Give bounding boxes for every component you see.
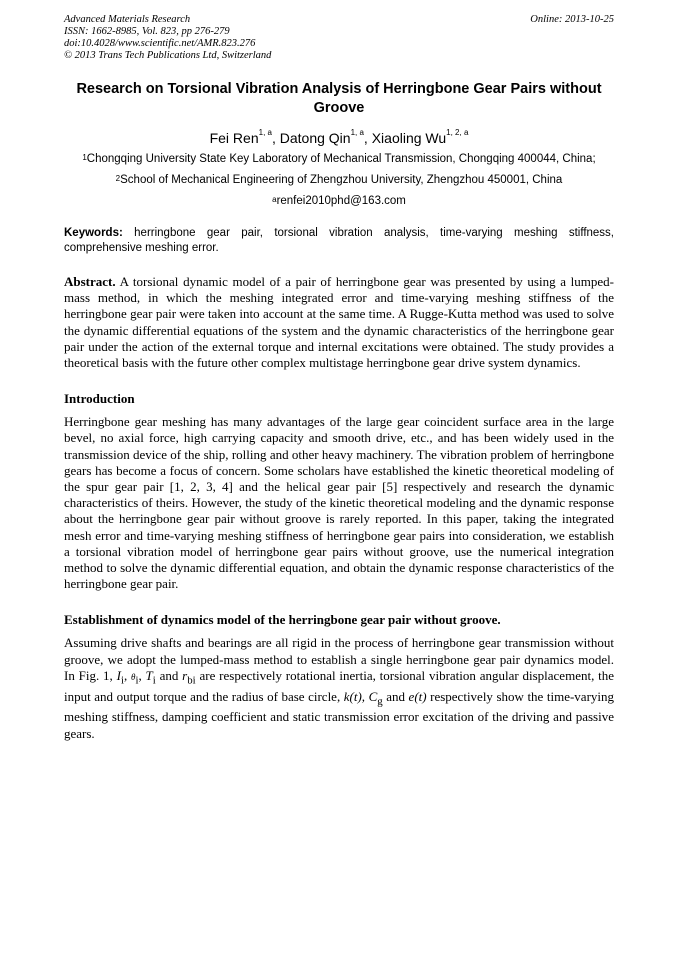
var-error: e(t) <box>408 688 427 704</box>
affiliation-text: Chongqing University State Key Laboratory of Mechanical Transmission, Chongqing 400044, China; <box>86 153 596 165</box>
var-subscript: i <box>152 674 156 687</box>
doi-line: doi:10.4028/www.scientific.net/AMR.823.276 <box>64 38 256 49</box>
abstract-text: A torsional dynamic model of a pair of herringbone gear was presented by using a lumped-mass method, in which the meshing integrated error and time-varying meshing stiffness of the herringbone gear pair were taken into account at the same time. A Rugge-Kutta method was used to solve the dynamic differential equations of the system and the dynamic characteristics of the herringbone gear pair under the action of the external torque and internal excitations were obtained. The study provides a theoretical basis with the future other complex multistage herringbone gear drive system dynamics. <box>64 274 614 371</box>
var-subscript: g <box>377 695 383 708</box>
journal-name: Advanced Materials Research <box>64 14 191 25</box>
keywords-label: Keywords: <box>64 227 123 239</box>
separator: and <box>155 667 183 683</box>
journal-header <box>64 14 614 62</box>
email-sup: a <box>272 195 277 204</box>
affiliation-text: School of Mechanical Engineering of Zhengzhou University, Zhengzhou 450001, China <box>120 174 563 186</box>
keywords-text: herringbone gear pair, torsional vibration analysis, time-varying meshing stiffness, comprehensive meshing error. <box>64 227 614 254</box>
abstract-label: Abstract. <box>64 274 116 289</box>
author-name: Datong Qin <box>279 130 351 146</box>
section-heading-introduction: Introduction <box>64 391 135 407</box>
separator: and <box>382 688 409 704</box>
establishment-paragraph <box>64 635 614 741</box>
online-date: Online: 2013-10-25 <box>530 14 614 25</box>
author-sup: 1, a <box>350 128 364 137</box>
separator: , <box>123 667 132 683</box>
affiliation <box>64 152 614 167</box>
paper-title: Research on Torsional Vibration Analysis of Herringbone Gear Pairs without Groove <box>76 81 602 116</box>
var-subscript: i <box>120 674 124 687</box>
section-heading-establishment: Establishment of dynamics model of the herringbone gear pair without groove. <box>64 612 501 628</box>
keywords <box>64 226 614 256</box>
var-torque: T <box>145 667 153 683</box>
abstract <box>64 274 614 371</box>
author-sup: 1, 2, a <box>446 128 469 137</box>
separator: , <box>138 667 146 683</box>
author-name: Fei Ren <box>209 130 259 146</box>
affiliation <box>64 173 614 188</box>
var-stiffness: k(t), <box>343 688 366 704</box>
var-theta: θ <box>131 671 136 682</box>
var-subscript: bi <box>187 674 196 687</box>
paragraph-text: are respectively rotational inertia, torsional vibration angular displacement, the input and output torque and the radius of base circle, <box>64 667 615 704</box>
paragraph-text: respectively show the time-varying meshing stiffness, damping coefficient and static transmission error excitation of the driving and passive gears. <box>64 688 615 741</box>
author-list: Fei Ren$^{1, a}$, Datong Qin$^{1, a}$, Xiaoling Wu$^{1, 2, a}$ <box>209 128 469 146</box>
paragraph-text: Assuming drive shafts and bearings are all rigid in the process of herringbone gear transmission without groove, we adopt the lumped-mass method to establish a single herringbone gear pair dynamics model. In Fig. 1, <box>64 635 614 683</box>
var-radius: r <box>182 667 188 683</box>
affiliation-sup: 1 <box>82 153 87 162</box>
var-subscript: i <box>135 674 139 687</box>
author-sup: 1, a <box>258 128 272 137</box>
var-damping: C <box>368 688 378 704</box>
var-inertia: I <box>116 667 121 683</box>
copyright-line: © 2013 Trans Tech Publications Ltd, Switzerland <box>64 50 272 61</box>
author-email <box>64 194 614 209</box>
paper-page <box>64 14 614 742</box>
issn-line: ISSN: 1662-8985, Vol. 823, pp 276-279 <box>64 26 230 37</box>
author-name: Xiaoling Wu <box>371 130 447 146</box>
email-text: renfei2010phd@163.com <box>276 195 406 207</box>
affiliation-sup: 2 <box>115 174 121 183</box>
introduction-paragraph: Herringbone gear meshing has many advantages of the large gear coincident surface area in the large bevel, no axial force, high carrying capacity and smooth drive, etc., and has been widely used in the transmission device of the ship, rolling and other heavy machinery. The vibration problem of herringbone gears has become a focus of concern. Some scholars have established the kinetic theoretical modeling of the spur gear pair [1, 2, 3, 4] and the helical gear pair [5] respectively and research the dynamic characteristics of theirs. However, the study of the kinetic theoretical modeling and the dynamic response about the herringbone gear pair without groove is rarely reported. In this paper, taking the integrated mesh error and time-varying meshing stiffness of herringbone gear pairs into consideration, we establish a torsional vibration model of herringbone gear pairs without groove, use the numerical integration method to solve the dynamic differential equation, and obtain the dynamic response characteristics of the herringbone gear pair. <box>64 414 614 592</box>
